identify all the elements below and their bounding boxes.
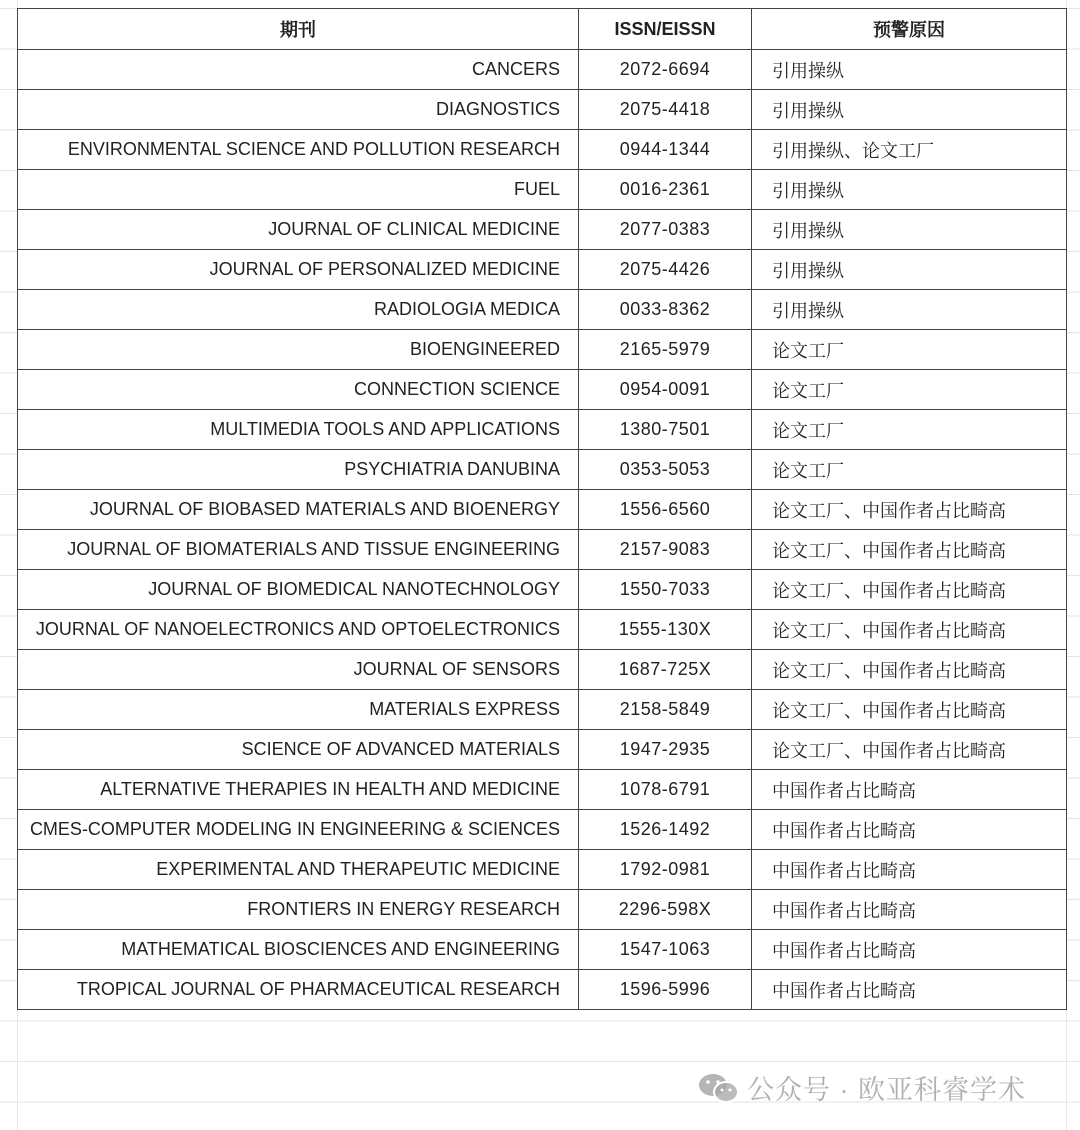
journal-cell: JOURNAL OF SENSORS <box>18 650 579 690</box>
journal-cell: FRONTIERS IN ENERGY RESEARCH <box>18 890 579 930</box>
reason-cell: 引用操纵 <box>752 210 1067 250</box>
issn-cell: 2077-0383 <box>579 210 752 250</box>
wechat-icon <box>697 1071 741 1105</box>
table-row <box>18 490 1067 530</box>
table-row <box>18 610 1067 650</box>
table-row <box>18 770 1067 810</box>
table-row <box>18 250 1067 290</box>
issn-cell: 0353-5053 <box>579 450 752 490</box>
reason-cell: 中国作者占比畸高 <box>752 890 1067 930</box>
reason-cell: 论文工厂、中国作者占比畸高 <box>752 490 1067 530</box>
reason-cell: 引用操纵、论文工厂 <box>752 130 1067 170</box>
table-row <box>18 370 1067 410</box>
issn-cell: 1596-5996 <box>579 970 752 1010</box>
journal-cell: JOURNAL OF CLINICAL MEDICINE <box>18 210 579 250</box>
journal-cell: JOURNAL OF PERSONALIZED MEDICINE <box>18 250 579 290</box>
reason-cell: 引用操纵 <box>752 90 1067 130</box>
table-row <box>18 450 1067 490</box>
issn-cell: 1556-6560 <box>579 490 752 530</box>
journal-cell: ENVIRONMENTAL SCIENCE AND POLLUTION RESEARCH <box>18 130 579 170</box>
reason-cell: 论文工厂、中国作者占比畸高 <box>752 730 1067 770</box>
journal-cell: TROPICAL JOURNAL OF PHARMACEUTICAL RESEARCH <box>18 970 579 1010</box>
journal-cell: JOURNAL OF BIOBASED MATERIALS AND BIOENERGY <box>18 490 579 530</box>
table-row <box>18 530 1067 570</box>
table-row <box>18 810 1067 850</box>
reason-cell: 引用操纵 <box>752 250 1067 290</box>
reason-cell: 论文工厂、中国作者占比畸高 <box>752 610 1067 650</box>
journal-warning-table <box>17 8 1067 1010</box>
issn-cell: 2165-5979 <box>579 330 752 370</box>
issn-cell: 1687-725X <box>579 650 752 690</box>
journal-cell: ALTERNATIVE THERAPIES IN HEALTH AND MEDICINE <box>18 770 579 810</box>
issn-cell: 2296-598X <box>579 890 752 930</box>
reason-cell: 引用操纵 <box>752 50 1067 90</box>
table-row <box>18 650 1067 690</box>
issn-cell: 2158-5849 <box>579 690 752 730</box>
header-reason: 预警原因 <box>752 9 1067 50</box>
table-row <box>18 730 1067 770</box>
issn-cell: 1555-130X <box>579 610 752 650</box>
journal-cell: RADIOLOGIA MEDICA <box>18 290 579 330</box>
issn-cell: 0033-8362 <box>579 290 752 330</box>
issn-cell: 1792-0981 <box>579 850 752 890</box>
reason-cell: 引用操纵 <box>752 290 1067 330</box>
table-row <box>18 930 1067 970</box>
reason-cell: 论文工厂、中国作者占比畸高 <box>752 570 1067 610</box>
journal-cell: CONNECTION SCIENCE <box>18 370 579 410</box>
issn-cell: 2075-4426 <box>579 250 752 290</box>
reason-cell: 论文工厂、中国作者占比畸高 <box>752 690 1067 730</box>
journal-cell: JOURNAL OF BIOMATERIALS AND TISSUE ENGINEERING <box>18 530 579 570</box>
reason-cell: 中国作者占比畸高 <box>752 970 1067 1010</box>
journal-cell: MATERIALS EXPRESS <box>18 690 579 730</box>
table-row <box>18 330 1067 370</box>
reason-cell: 中国作者占比畸高 <box>752 770 1067 810</box>
journal-cell: BIOENGINEERED <box>18 330 579 370</box>
table-row <box>18 90 1067 130</box>
header-issn: ISSN/EISSN <box>579 9 752 50</box>
watermark-text: 公众号 · 欧亚科睿学术 <box>747 1075 1026 1105</box>
reason-cell: 中国作者占比畸高 <box>752 810 1067 850</box>
table-row <box>18 970 1067 1010</box>
journal-cell: CANCERS <box>18 50 579 90</box>
table-row <box>18 210 1067 250</box>
journal-cell: EXPERIMENTAL AND THERAPEUTIC MEDICINE <box>18 850 579 890</box>
reason-cell: 论文工厂 <box>752 450 1067 490</box>
journal-cell: PSYCHIATRIA DANUBINA <box>18 450 579 490</box>
issn-cell: 1380-7501 <box>579 410 752 450</box>
journal-cell: JOURNAL OF BIOMEDICAL NANOTECHNOLOGY <box>18 570 579 610</box>
header-journal: 期刊 <box>18 9 579 50</box>
reason-cell: 论文工厂 <box>752 330 1067 370</box>
journal-cell: CMES-COMPUTER MODELING IN ENGINEERING & SCIENCES <box>18 810 579 850</box>
watermark <box>697 1068 1026 1107</box>
table-row <box>18 690 1067 730</box>
journal-cell: JOURNAL OF NANOELECTRONICS AND OPTOELECTRONICS <box>18 610 579 650</box>
issn-cell: 2075-4418 <box>579 90 752 130</box>
issn-cell: 1526-1492 <box>579 810 752 850</box>
reason-cell: 中国作者占比畸高 <box>752 850 1067 890</box>
reason-cell: 论文工厂 <box>752 370 1067 410</box>
issn-cell: 1078-6791 <box>579 770 752 810</box>
table-row <box>18 170 1067 210</box>
reason-cell: 论文工厂、中国作者占比畸高 <box>752 530 1067 570</box>
table-row <box>18 410 1067 450</box>
table-row <box>18 50 1067 90</box>
reason-cell: 引用操纵 <box>752 170 1067 210</box>
table-body <box>18 50 1067 1010</box>
issn-cell: 1547-1063 <box>579 930 752 970</box>
header-row <box>18 9 1067 50</box>
table-row <box>18 130 1067 170</box>
table-row <box>18 850 1067 890</box>
issn-cell: 1550-7033 <box>579 570 752 610</box>
journal-cell: FUEL <box>18 170 579 210</box>
journal-cell: SCIENCE OF ADVANCED MATERIALS <box>18 730 579 770</box>
journal-cell: MULTIMEDIA TOOLS AND APPLICATIONS <box>18 410 579 450</box>
issn-cell: 2157-9083 <box>579 530 752 570</box>
issn-cell: 0016-2361 <box>579 170 752 210</box>
table-row <box>18 890 1067 930</box>
table-row <box>18 290 1067 330</box>
issn-cell: 2072-6694 <box>579 50 752 90</box>
issn-cell: 1947-2935 <box>579 730 752 770</box>
reason-cell: 中国作者占比畸高 <box>752 930 1067 970</box>
issn-cell: 0954-0091 <box>579 370 752 410</box>
journal-cell: DIAGNOSTICS <box>18 90 579 130</box>
table-row <box>18 570 1067 610</box>
journal-cell: MATHEMATICAL BIOSCIENCES AND ENGINEERING <box>18 930 579 970</box>
reason-cell: 论文工厂 <box>752 410 1067 450</box>
reason-cell: 论文工厂、中国作者占比畸高 <box>752 650 1067 690</box>
issn-cell: 0944-1344 <box>579 130 752 170</box>
